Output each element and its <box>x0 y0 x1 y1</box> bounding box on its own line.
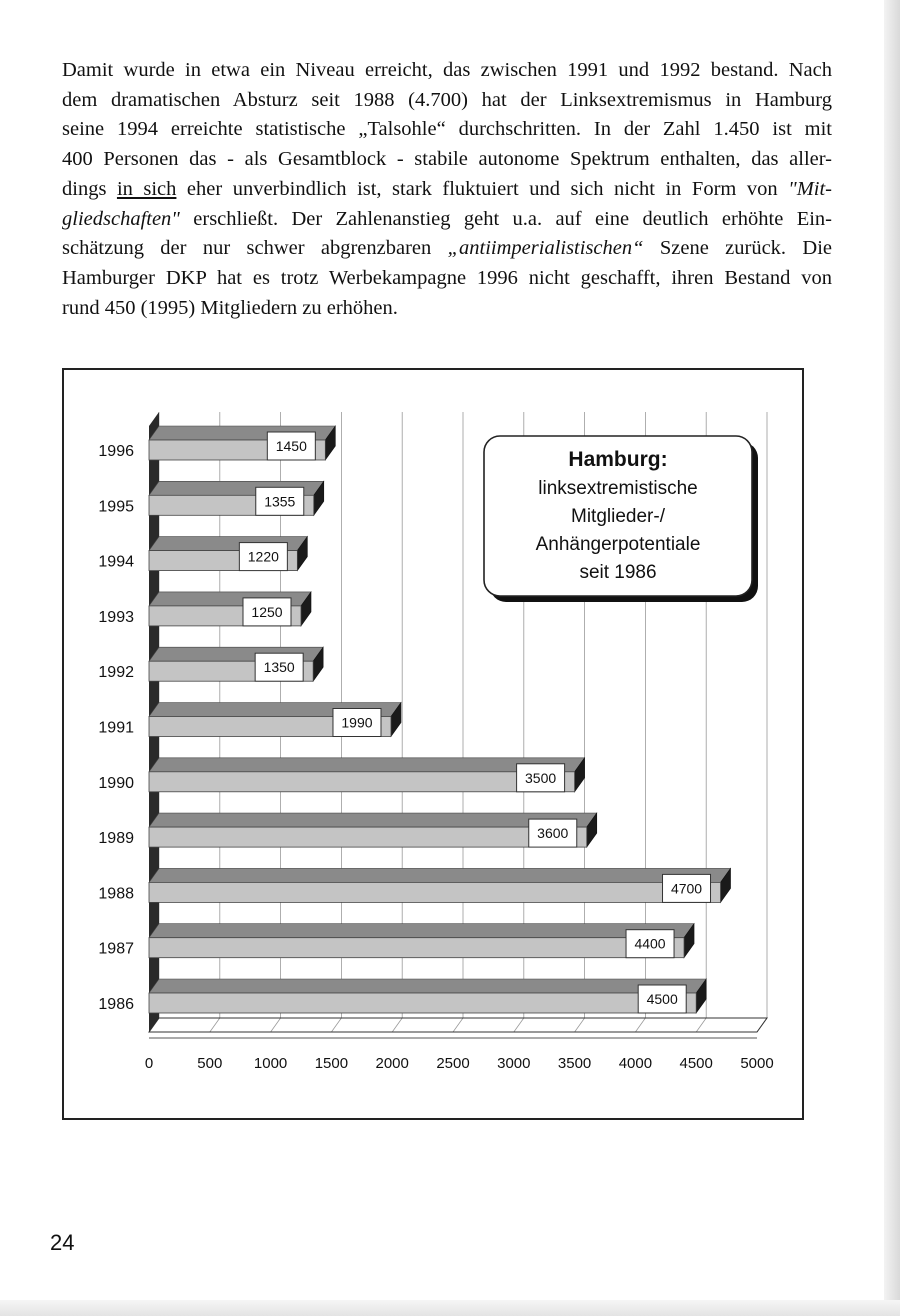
x-tick-label: 4500 <box>679 1055 713 1072</box>
x-tick-label: 5000 <box>740 1055 774 1072</box>
underlined-phrase: in sich <box>116 177 177 200</box>
x-tick-label: 3500 <box>557 1055 592 1072</box>
page-number: 24 <box>50 1230 75 1255</box>
y-category-label: 1989 <box>98 830 134 848</box>
data-label: 1450 <box>275 438 307 454</box>
text-segment: eher unverbindlich ist, stark fluktuiert und sich nicht in Form von <box>176 177 789 200</box>
y-category-label: 1987 <box>98 940 134 958</box>
x-tick-label: 500 <box>197 1055 223 1072</box>
bar-top-face <box>149 868 731 882</box>
scan-edge-bottom <box>0 1300 900 1316</box>
text-line <box>62 234 832 264</box>
floor-gridline <box>271 1018 281 1032</box>
text-segment: dings <box>62 177 117 200</box>
y-category-label: 1990 <box>98 774 134 792</box>
x-tick-label: 1500 <box>314 1055 349 1072</box>
text-segment: schätzung der nur schwer abgrenzbaren <box>62 237 448 260</box>
data-label: 1220 <box>247 548 279 565</box>
x-tick-label: 3000 <box>497 1055 531 1072</box>
data-label: 4400 <box>634 935 666 952</box>
text-line: Damit wurde in etwa ein Niveau erreicht, das zwischen 1991 und 1992 bestand. Nach <box>62 59 832 81</box>
x-tick-label: 2500 <box>436 1055 470 1072</box>
chart-frame <box>62 368 804 1120</box>
x-tick-label: 1000 <box>253 1055 288 1072</box>
data-label: 1990 <box>341 714 373 731</box>
text-segment: Szene zurück. Die <box>643 237 832 260</box>
y-category-label: 1992 <box>98 664 134 682</box>
bar <box>149 769 575 792</box>
y-category-label: 1991 <box>98 719 134 737</box>
bar-chart <box>64 370 802 1118</box>
floor-gridline <box>453 1018 463 1032</box>
text-line <box>62 205 832 235</box>
data-label: 1350 <box>263 659 295 676</box>
x-tick-label: 4000 <box>618 1055 653 1072</box>
text-line <box>62 175 832 205</box>
body-text <box>62 56 832 323</box>
chart-title-line: Mitglieder-/ <box>571 506 665 527</box>
data-label: 4500 <box>646 991 678 1007</box>
bar-top-face <box>149 924 694 938</box>
bar <box>149 935 684 958</box>
y-category-label: 1988 <box>98 885 134 903</box>
scan-edge-right <box>884 0 900 1316</box>
bar <box>149 993 696 1013</box>
floor-gridline <box>331 1018 341 1032</box>
italic-phrase: „antiimperialistischen“ <box>447 237 644 260</box>
bar <box>149 827 587 847</box>
data-label: 1355 <box>264 493 296 510</box>
x-tick-label: 0 <box>144 1055 154 1072</box>
data-label: 1250 <box>251 603 283 620</box>
text-line: 400 Personen das - als Gesamtblock - stabile autonome Spektrum enthalten, das aller- <box>62 148 832 171</box>
data-label: 4700 <box>670 880 703 897</box>
y-category-label: 1993 <box>98 608 134 626</box>
y-category-label: 1995 <box>98 498 134 516</box>
italic-phrase: gliedschaften" <box>62 207 180 230</box>
chart-title-line: linksextremistische <box>538 478 698 499</box>
text-line: Hamburger DKP hat es trotz Werbekampagne 1996 nicht geschafft, ihren Bestand von <box>62 266 832 289</box>
floor-gridline <box>575 1018 585 1032</box>
text-line: seine 1994 erreichte statistische „Talsohle“ durchschritten. In der Zahl 1.450 ist mit <box>62 118 832 141</box>
bar <box>149 882 721 902</box>
floor-gridline <box>210 1018 220 1032</box>
chart-title-line: seit 1986 <box>579 562 657 583</box>
floor-gridline <box>696 1018 706 1032</box>
floor-gridline <box>392 1018 402 1032</box>
data-label: 3500 <box>525 769 557 786</box>
floor-gridline <box>514 1018 524 1032</box>
text-line: dem dramatischen Absturz seit 1988 (4.700) hat der Linksextremismus in Hamburg <box>62 88 832 111</box>
chart-title-line: Anhängerpotentiale <box>535 534 701 555</box>
chart-title-line: Hamburg: <box>568 448 668 471</box>
floor-gridline <box>635 1018 645 1032</box>
x-tick-label: 2000 <box>375 1055 409 1072</box>
data-label: 3600 <box>537 825 569 842</box>
text-segment: erschließt. Der Zahlenanstieg geht u.a. auf eine deutlich erhöhte Ein- <box>179 207 832 230</box>
y-category-label: 1986 <box>98 996 134 1013</box>
text-line: rund 450 (1995) Mitgliedern zu erhöhen. <box>62 296 398 319</box>
bar-top-face <box>149 979 706 993</box>
y-category-label: 1994 <box>98 553 134 571</box>
y-category-label: 1996 <box>98 443 134 460</box>
italic-phrase: "Mit- <box>788 177 832 200</box>
